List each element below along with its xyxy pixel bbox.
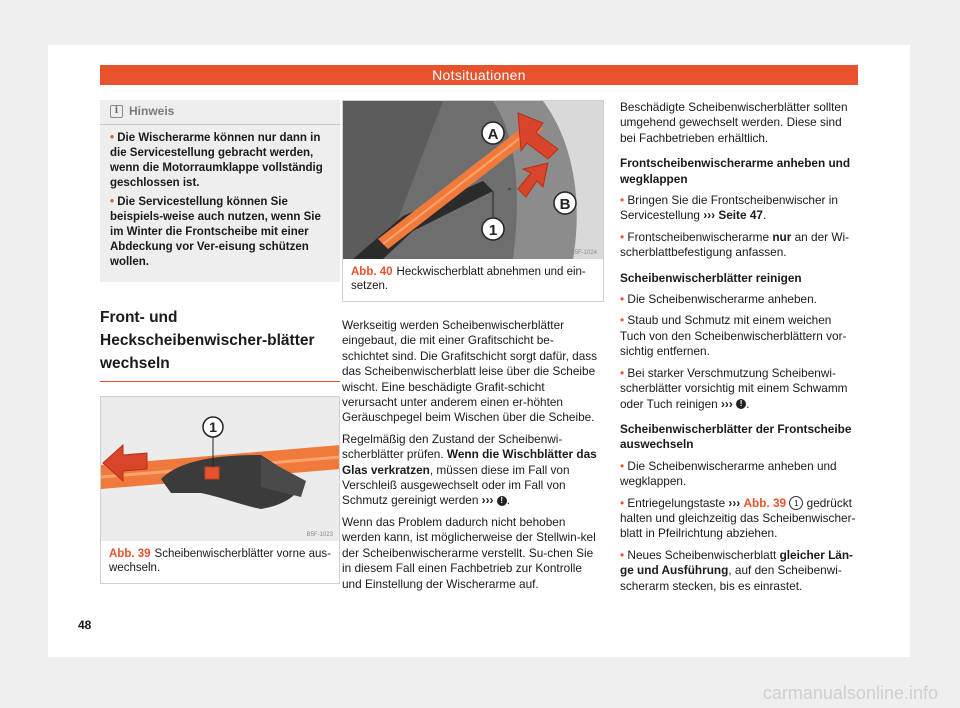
figure-40-code: B5F-1024 (570, 250, 597, 256)
figure-39-code: B5F-1023 (306, 532, 333, 538)
note-item: • Die Wischerarme können nur dann in die Servicestellung gebracht werden, wenn die Motorraumklappe vollständig geschlossen ist. (110, 132, 323, 189)
subheading: Scheibenwischerblätter der Frontscheibe auswechseln (620, 421, 852, 452)
list-item: • Die Scheibenwischerarme anheben und wegklappen. (620, 458, 837, 489)
chapter-header: Notsituationen (100, 65, 858, 85)
note-divider (100, 124, 340, 125)
figure-40-marker-1: 1 (488, 222, 498, 239)
figure-40 (342, 100, 604, 302)
figure-40-marker-b: B (559, 196, 571, 213)
figure-40-caption: Abb. 40 Heckwischerblatt abnehmen und ein-setzen. (351, 266, 586, 292)
paragraph: Regelmäßig den Zustand der Scheibenwi-scherblätter prüfen. Wenn die Wischblätter das Glas verkratzen, müssen diese im Fall von Verschleiß ausgewechselt oder im Fall von Schmutz gereinigt werden ››› ! . (342, 431, 597, 508)
column-right (620, 100, 860, 600)
info-icon: i (110, 105, 123, 118)
figure-40-image (343, 101, 603, 259)
figure-39-caption: Abb. 39 Scheibenwischerblätter vorne aus-wechseln. (109, 548, 331, 574)
subheading: Scheibenwischerblätter reinigen (620, 270, 802, 285)
warning-icon: ! (736, 399, 746, 409)
body-text-middle (342, 318, 600, 592)
list-item: • Neues Scheibenwischerblatt gleicher Län-ge und Ausführung, auf den Scheibenwi-scherarm stecken, bis es einrastet. (620, 547, 853, 593)
wiper-front-illustration (101, 397, 339, 541)
list-item: • Bringen Sie die Frontscheibenwischer in Servicestellung ››› Seite 47. (620, 193, 838, 223)
body-text-right (620, 100, 860, 594)
subheading: Frontscheibenwischerarme anheben und wegklappen (620, 156, 851, 186)
figure-39-marker: 1 (209, 419, 217, 435)
callout-number: 1 (789, 496, 803, 510)
list-item: • Die Scheibenwischerarme anheben. (620, 292, 817, 307)
page-number: 48 (78, 618, 92, 632)
figure-39-image (101, 397, 339, 541)
section-title: Front- und Heckscheibenwischer-blätter wechseln (100, 306, 340, 382)
column-left (100, 100, 340, 584)
watermark: carmanualsonline.info (762, 683, 938, 703)
note-item: • Die Servicestellung können Sie beispiels-weise auch nutzen, wenn Sie im Winter die Frontscheibe mit einer Abdeckung vor Ver-eisung schützen wollen. (110, 196, 321, 268)
warning-icon: ! (497, 496, 507, 506)
note-box (100, 100, 340, 282)
wiper-rear-illustration (343, 101, 603, 259)
paragraph: Werkseitig werden Scheibenwischerblätter eingebaut, die mit einer Grafitschicht be-schichtet sind. Die Grafitschicht sorgt dafür, dass das Scheibenwischerblatt leise über die Scheibe wischt. Eine beschädigte Grafit-schicht verursacht unter anderem einen er-höhten Geräuschpegel beim Wischen über die Scheibe. (342, 318, 598, 425)
list-item: • Bei starker Verschmutzung Scheibenwi-scherblätter vorsichtig mit einem Schwamm oder Tuch reinigen ››› ! . (620, 365, 848, 411)
figure-39 (100, 396, 340, 584)
figure-40-marker-a: A (487, 126, 499, 143)
column-middle (342, 100, 604, 598)
list-item: • Entriegelungstaste ››› Abb. 39 1 gedrückt halten und gleichzeitig das Scheibenwischer-blatt in Pfeilrichtung abziehen. (620, 495, 856, 541)
note-title: Hinweis (129, 104, 175, 118)
list-item: • Staub und Schmutz mit einem weichen Tuch von den Scheibenwischerblättern vor-sichtig entfernen. (620, 313, 847, 359)
list-item: • Frontscheibenwischerarme nur an der Wi-scherblattbefestigung anfassen. (620, 229, 850, 260)
paragraph: Beschädigte Scheibenwischerblätter sollten umgehend gewechselt werden. Diese sind bei Fachbetrieben erhältlich. (620, 100, 848, 145)
paragraph: Wenn das Problem dadurch nicht behoben werden kann, ist möglicherweise der Stellwin-kel der Scheibenwischerarme verstellt. Su-chen Sie in diesem Fall einen Fachbetrieb zur Kontrolle und Einstellung der Wischerarme auf. (342, 514, 596, 591)
